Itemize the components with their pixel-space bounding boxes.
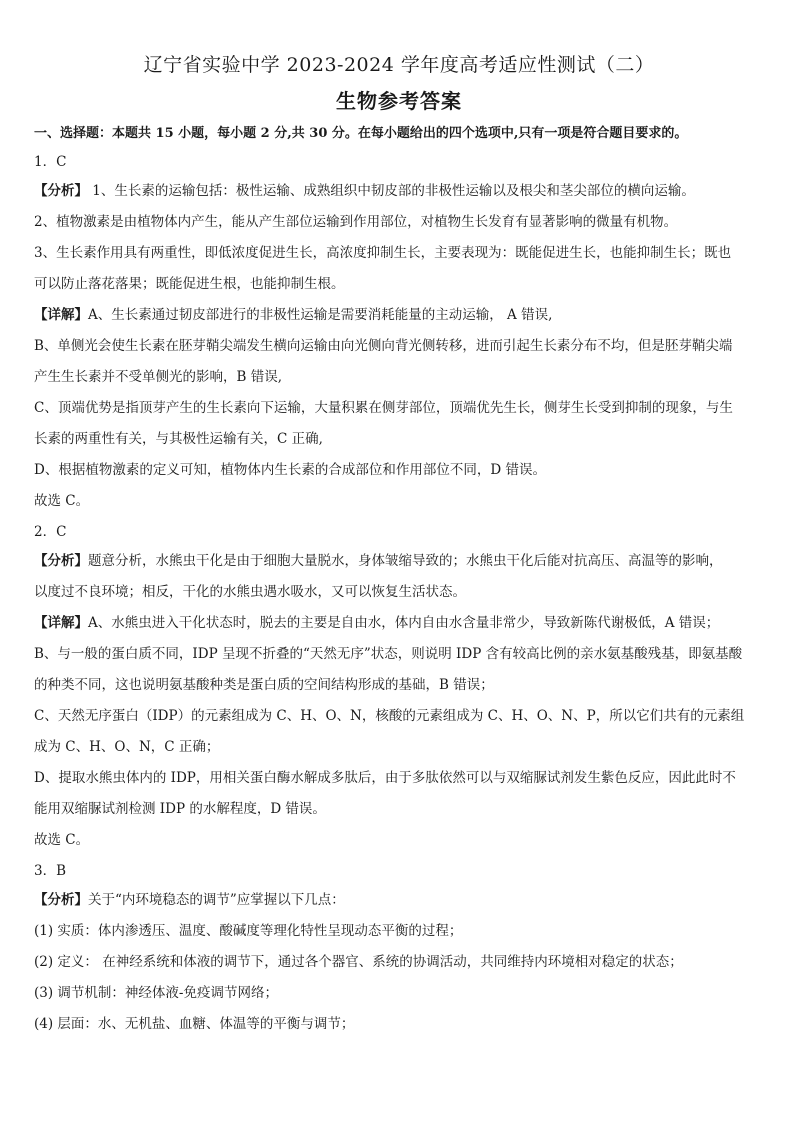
q1-answer: 故选 C。: [34, 493, 90, 509]
document-page: [34, 50, 764, 1045]
q1-detail-b-line-1: B、单侧光会使生长素在胚芽鞘尖端发生横向运输由向光侧向背光侧转移，进而引起生长素分布不均，但是胚芽鞘尖端: [34, 338, 733, 354]
detail-tag: 【详解】: [34, 307, 88, 323]
q2-detail-d-line-2: 能用双缩脲试剂检测 IDP 的水解程度，D 错误。: [34, 801, 326, 817]
q2-detail-c-line-1: C、天然无序蛋白（IDP）的元素组成为 C、H、O、N，核酸的元素组成为 C、H、O、N、P，所以它们共有的元素组: [34, 708, 745, 724]
q3-point-1: (1) 实质：体内渗透压、温度、酸碱度等理化特性呈现动态平衡的过程；: [34, 923, 463, 939]
q1-analysis-1-text: 1、生长素的运输包括：极性运输、成熟组织中韧皮部的非极性运输以及根尖和茎尖部位的横向运输。: [88, 183, 695, 199]
question-2-number: 2．C: [34, 524, 67, 540]
question-3-number: 3．B: [34, 863, 67, 879]
q2-detail-d: [34, 768, 764, 819]
analysis-tag: 【分析】: [34, 183, 88, 199]
document-subtitle: 生物参考答案: [336, 89, 462, 113]
q1-detail-c-line-1: C、顶端优势是指顶芽产生的生长素向下运输，大量积累在侧芽部位，顶端优先生长，侧芽生长受到抑制的现象，与生: [34, 400, 733, 416]
q1-detail-a-text: A、生长素通过韧皮部进行的非极性运输是需要消耗能量的主动运输， A 错误,: [88, 307, 553, 323]
q1-analysis-3-line-1: 3、生长素作用具有两重性，即低浓度促进生长，高浓度抑制生长，主要表现为：既能促进生长，也能抑制生长；既也: [34, 245, 732, 261]
q1-analysis-3: [34, 243, 764, 294]
q1-detail-d: D、根据植物激素的定义可知，植物体内生长素的合成部位和作用部位不同，D 错误。: [34, 462, 546, 478]
q3-point-4: (4) 层面：水、无机盐、血糖、体温等的平衡与调节；: [34, 1016, 355, 1032]
analysis-tag: 【分析】: [34, 553, 88, 569]
q2-detail-b: [34, 644, 764, 695]
q1-detail-c-line-2: 长素的两重性有关，与其极性运输有关，C 正确,: [34, 431, 323, 447]
q1-detail-b-line-2: 产生生长素并不受单侧光的影响，B 错误,: [34, 369, 283, 385]
analysis-tag: 【分析】: [34, 892, 88, 908]
detail-tag: 【详解】: [34, 615, 88, 631]
section-heading: 一、选择题：本题共 15 小题，每小题 2 分,共 30 分。在每小题给出的四个选项中,只有一项是符合题目要求的。: [34, 126, 688, 141]
q3-analysis-intro: 关于“内环境稳态的调节”应掌握以下几点：: [88, 892, 345, 908]
q2-detail-c: [34, 706, 764, 757]
q2-detail-a: [34, 613, 764, 633]
q2-detail-b-line-2: 的种类不同，这也说明氨基酸种类是蛋白质的空间结构形成的基础，B 错误；: [34, 677, 494, 693]
document-title: 辽宁省实验中学 2023-2024 学年度高考适应性测试（二）: [143, 54, 655, 76]
question-1-number: 1．C: [34, 154, 67, 170]
q3-point-2: (2) 定义： 在神经系统和体液的调节下，通过各个器官、系统的协调活动，共同维持内环境相对稳定的状态；: [34, 954, 683, 970]
q2-analysis-line-2: 以度过不良环境；相反，干化的水熊虫遇水吸水，又可以恢复生活状态。: [34, 584, 466, 600]
q1-analysis-2: 2、植物激素是由植物体内产生，能从产生部位运输到作用部位，对植物生长发育有显著影响的微量有机物。: [34, 214, 678, 230]
q1-detail-b: [34, 336, 764, 387]
q1-detail-a: [34, 305, 764, 325]
q1-analysis-3-line-2: 可以防止落花落果；既能促进生根，也能抑制生根。: [34, 276, 345, 292]
q2-analysis: [34, 551, 764, 602]
q3-point-3: (3) 调节机制：神经体液-免疫调节网络；: [34, 985, 278, 1001]
q2-detail-a-text: A、水熊虫进入干化状态时，脱去的主要是自由水，体内自由水含量非常少，导致新陈代谢极低，A 错误；: [88, 615, 720, 631]
q1-analysis-1: [34, 181, 764, 201]
q2-detail-b-line-1: B、与一般的蛋白质不同，IDP 呈现不折叠的“天然无序”状态，则说明 IDP 含有较高比例的亲水氨基酸残基，即氨基酸: [34, 646, 743, 662]
q3-analysis: [34, 890, 764, 910]
q2-detail-c-line-2: 成为 C、H、O、N，C 正确；: [34, 739, 220, 755]
q2-analysis-line-1: 题意分析，水熊虫干化是由于细胞大量脱水，身体皱缩导致的；水熊虫干化后能对抗高压、高温等的影响，: [88, 553, 723, 569]
q2-answer: 故选 C。: [34, 832, 90, 848]
q2-detail-d-line-1: D、提取水熊虫体内的 IDP，用相关蛋白酶水解成多肽后，由于多肽依然可以与双缩脲试剂发生紫色反应，因此此时不: [34, 770, 736, 786]
q1-detail-c: [34, 398, 764, 449]
